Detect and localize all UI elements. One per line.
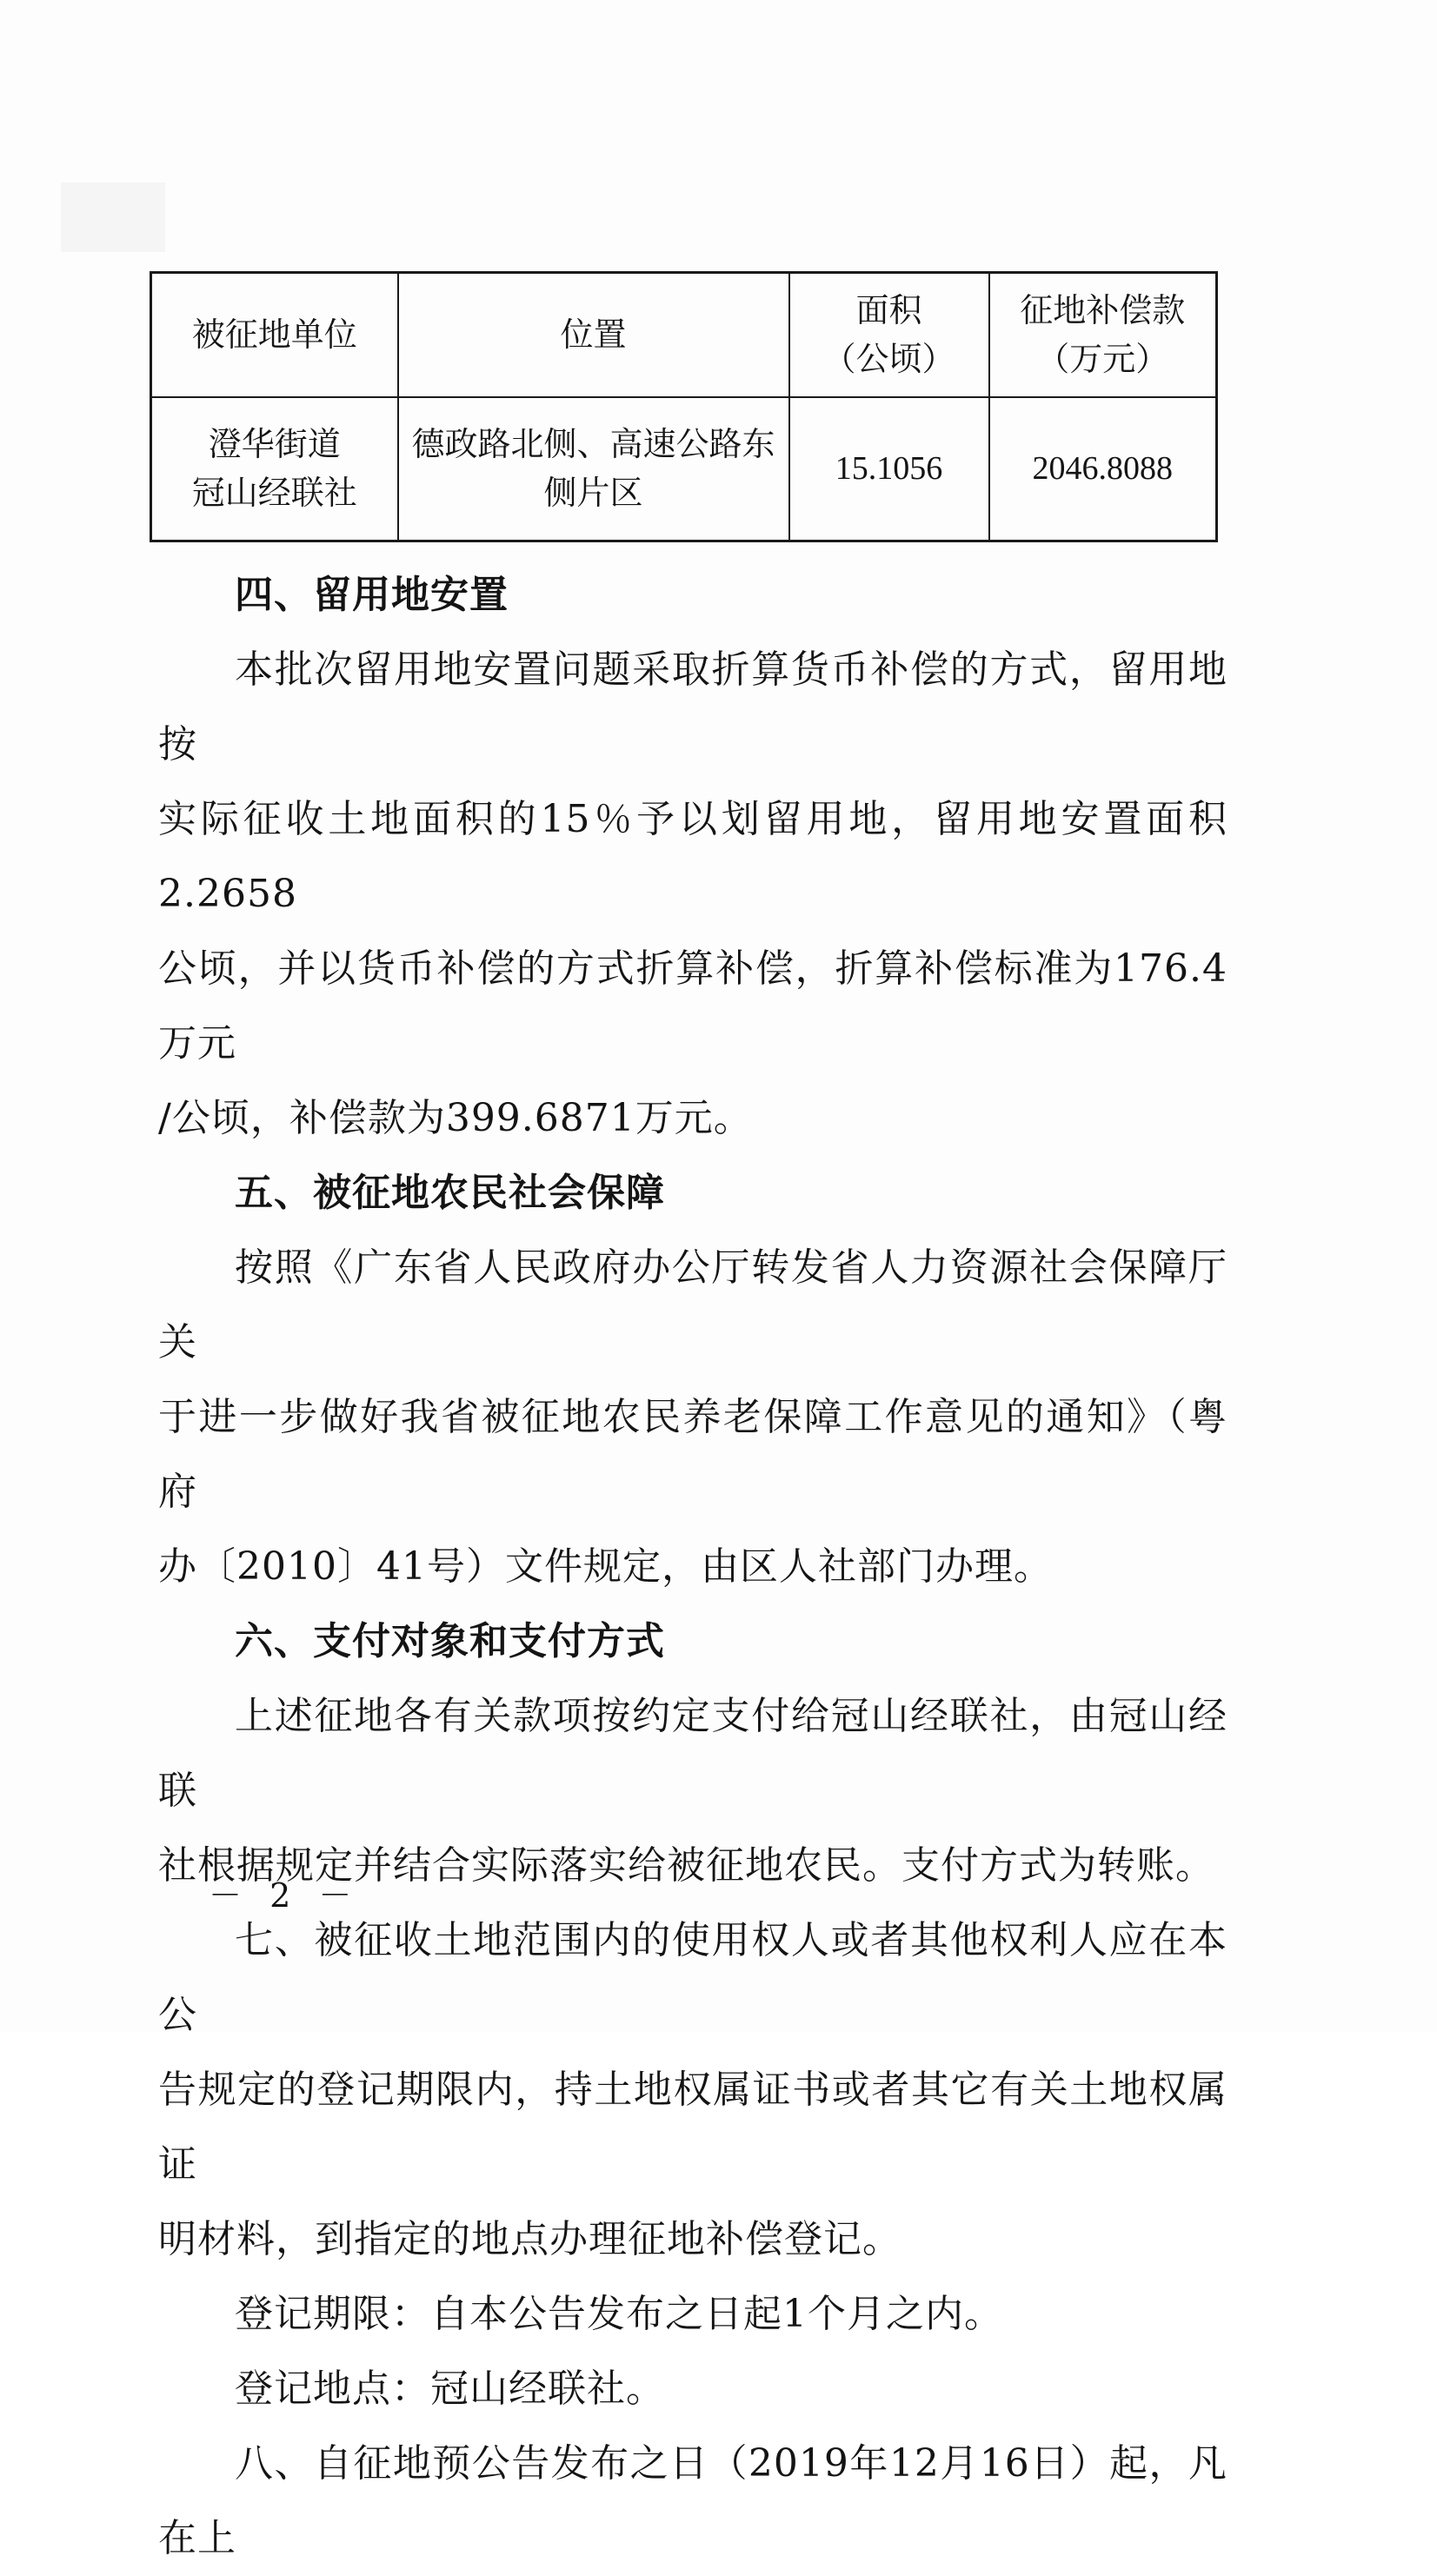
section-4-heading: 四、留用地安置 — [235, 573, 509, 617]
header-location: 位置 — [398, 273, 789, 397]
section-6-line-2: 社根据规定并结合实际落实给被征地农民。支付方式为转账。 — [158, 1843, 1214, 1888]
section-4-line-4: /公顷，补偿款为399.6871万元。 — [158, 1096, 753, 1140]
header-compensation — [989, 273, 1217, 397]
cell-location — [398, 397, 789, 541]
body-text — [158, 558, 1227, 2576]
section-5-heading: 五、被征地农民社会保障 — [235, 1171, 665, 1215]
table-header-row — [151, 273, 1217, 397]
header-area-line1: 面积 — [855, 291, 922, 330]
section-5-line-3: 办〔2010〕41号）文件规定，由区人社部门办理。 — [158, 1544, 1053, 1589]
table-row — [151, 397, 1217, 541]
section-8-line-1: 八、自征地预公告发布之日（2019年12月16日）起，凡在上 — [158, 2441, 1227, 2560]
cell-unit-line1: 澄华街道 — [208, 425, 341, 464]
registration-place: 登记地点：冠山经联社。 — [235, 2367, 665, 2411]
header-area — [789, 273, 989, 397]
scan-smudge — [61, 183, 165, 252]
section-7-line-2: 告规定的登记期限内，持土地权属证书或者其它有关土地权属证 — [158, 2068, 1227, 2187]
section-5-line-1: 按照《广东省人民政府办公厅转发省人力资源社会保障厅关 — [158, 1245, 1227, 1364]
header-area-line2: （公顷） — [822, 340, 955, 379]
page-number: － 2 － — [209, 1876, 361, 1915]
section-7-line-3: 明材料，到指定的地点办理征地补偿登记。 — [158, 2217, 901, 2261]
cell-compensation: 2046.8088 — [989, 397, 1217, 541]
header-unit: 被征地单位 — [151, 273, 398, 397]
registration-period: 登记期限：自本公告发布之日起1个月之内。 — [235, 2292, 1003, 2336]
section-7-line-1: 七、被征收土地范围内的使用权人或者其他权利人应在本公 — [158, 1918, 1227, 2037]
cell-unit-line2: 冠山经联社 — [191, 474, 357, 513]
section-5-line-2: 于进一步做好我省被征地农民养老保障工作意见的通知》（粤府 — [158, 1395, 1227, 1514]
cell-location-line2: 侧片区 — [543, 474, 643, 513]
section-6-heading: 六、支付对象和支付方式 — [235, 1619, 665, 1663]
section-4-line-3: 公顷，并以货币补偿的方式折算补偿，折算补偿标准为176.4万元 — [158, 946, 1227, 1066]
section-4-line-2: 实际征收土地面积的15％予以划留用地，留用地安置面积2.2658 — [158, 797, 1227, 916]
cell-area: 15.1056 — [789, 397, 989, 541]
header-compensation-line1: 征地补偿款 — [1020, 291, 1186, 330]
section-4-line-1: 本批次留用地安置问题采取折算货币补偿的方式，留用地按 — [158, 647, 1227, 767]
cell-location-line1: 德政路北侧、高速公路东 — [411, 425, 775, 464]
compensation-table — [150, 271, 1218, 542]
section-6-line-1: 上述征地各有关款项按约定支付给冠山经联社，由冠山经联 — [158, 1694, 1227, 1813]
header-compensation-line2: （万元） — [1036, 340, 1169, 379]
cell-unit — [151, 397, 398, 541]
